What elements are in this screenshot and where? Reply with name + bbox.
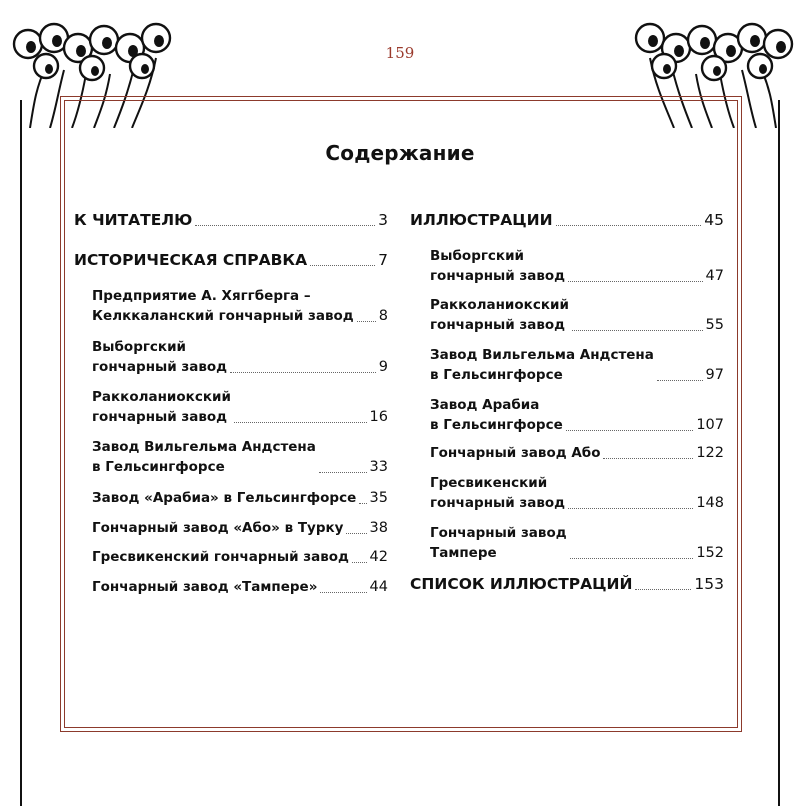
- toc-entry: [74, 210, 388, 230]
- toc-entry-title: Гончарный завод Або: [430, 445, 601, 461]
- toc-entry-page: 47: [705, 268, 724, 284]
- toc-entry: [430, 523, 724, 563]
- toc-entry-title: Выборгский гончарный завод: [430, 248, 566, 284]
- toc-entry: [410, 210, 724, 230]
- toc-entry: [92, 577, 388, 597]
- toc-entry-title: Завод Вильгельма Андстена в Гельсингфорсе: [430, 347, 654, 383]
- dot-leader: [357, 321, 376, 322]
- toc-entry-page: 35: [369, 490, 388, 506]
- toc-entry: [92, 547, 388, 567]
- toc-entry-title: Гончарный завод «Або» в Турку: [92, 520, 344, 536]
- toc-entry-title: СПИСОК ИЛЛЮСТРАЦИЙ: [410, 575, 633, 593]
- dot-leader: [346, 533, 366, 534]
- toc-entry-page: 122: [696, 445, 724, 461]
- toc-entry-title: Гончарный завод «Тампере»: [92, 579, 318, 595]
- toc-entry: [92, 337, 388, 377]
- toc-entry: [92, 518, 388, 538]
- dot-leader: [635, 589, 691, 590]
- toc-entry-title: Завод «Арабиа» в Гельсингфорсе: [92, 490, 357, 506]
- toc-entry-title: Гончарный завод Тампере: [430, 525, 567, 561]
- toc-entry-page: 148: [696, 495, 724, 511]
- right-border-line: [778, 100, 780, 806]
- toc-entry: [430, 246, 724, 286]
- toc-entry-page: 8: [378, 308, 388, 324]
- toc-entry-title: К ЧИТАТЕЛЮ: [74, 211, 193, 229]
- toc-entry-title: Гресвикенский гончарный завод: [92, 549, 349, 565]
- toc-entry: [92, 387, 388, 427]
- toc-entry: [92, 286, 388, 326]
- toc-entry-page: 38: [369, 520, 388, 536]
- toc-entry-title: Гресвикенский гончарный завод: [430, 475, 566, 511]
- dot-leader: [319, 472, 367, 473]
- dot-leader: [352, 562, 367, 563]
- toc-entry: [410, 574, 724, 594]
- toc-entry-page: 3: [378, 211, 388, 229]
- toc-entry-page: 107: [696, 417, 724, 433]
- dot-leader: [556, 225, 702, 226]
- toc-entry: [92, 437, 388, 477]
- toc-entry: [430, 395, 724, 435]
- dot-leader: [570, 558, 694, 559]
- toc-entry-title: ИСТОРИЧЕСКАЯ СПРАВКА: [74, 251, 308, 269]
- dot-leader: [320, 592, 366, 593]
- toc-entry-title: Ракколаниокский гончарный завод: [430, 297, 569, 333]
- dot-leader: [657, 380, 703, 381]
- toc-entry-page: 42: [369, 549, 388, 565]
- toc-entry-page: 33: [369, 459, 388, 475]
- toc-entry-page: 152: [696, 545, 724, 561]
- dot-leader: [603, 458, 693, 459]
- dot-leader: [310, 265, 375, 266]
- toc-entry-title: Предприятие А. Хяггберга – Келккаланский гончарный завод: [92, 288, 354, 324]
- dot-leader: [234, 422, 367, 423]
- toc-entry: [92, 488, 388, 508]
- toc-entry-page: 16: [369, 409, 388, 425]
- dot-leader: [568, 508, 693, 509]
- toc-entry-page: 45: [704, 211, 724, 229]
- toc-title: Содержание: [325, 141, 475, 165]
- toc-entry-page: 7: [378, 251, 388, 269]
- toc-entry-title: ИЛЛЮСТРАЦИИ: [410, 211, 553, 229]
- toc-entry: [430, 473, 724, 513]
- toc-entry-title: Ракколаниокский гончарный завод: [92, 389, 231, 425]
- toc-entry-title: Завод Вильгельма Андстена в Гельсингфорсе: [92, 439, 316, 475]
- toc-entry-page: 153: [694, 575, 724, 593]
- toc-entry: [430, 443, 724, 463]
- toc-entry-page: 97: [705, 367, 724, 383]
- toc-entry-page: 55: [705, 317, 724, 333]
- toc-entry-page: 44: [369, 579, 388, 595]
- toc-entry: [430, 295, 724, 335]
- toc-entry-page: 9: [378, 359, 388, 375]
- toc-entry: [74, 250, 388, 270]
- dot-leader: [568, 281, 702, 282]
- dot-leader: [572, 330, 703, 331]
- toc-entry-title: Выборгский гончарный завод: [92, 339, 228, 375]
- left-border-line: [20, 100, 22, 806]
- toc-entry: [430, 345, 724, 385]
- dot-leader: [230, 372, 376, 373]
- dot-leader: [359, 503, 366, 504]
- page-number: 159: [385, 44, 415, 62]
- toc-entry-title: Завод Арабиа в Гельсингфорсе: [430, 397, 563, 433]
- dot-leader: [566, 430, 694, 431]
- dot-leader: [195, 225, 375, 226]
